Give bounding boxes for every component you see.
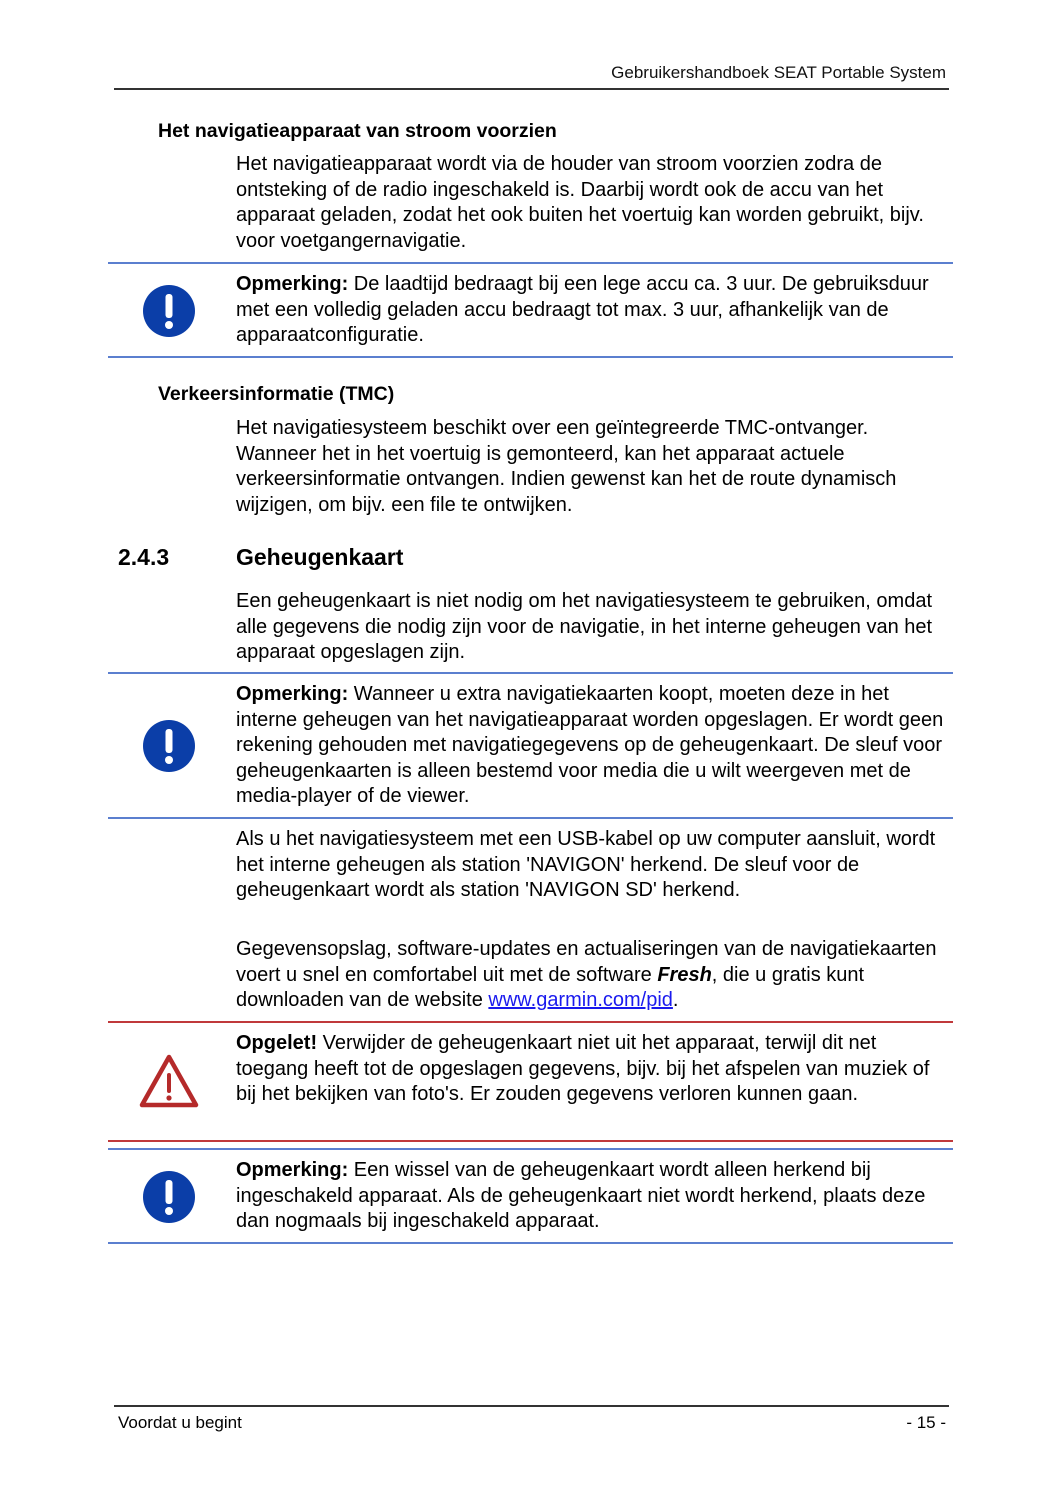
info-exclamation-icon bbox=[141, 1169, 197, 1225]
memory-card-warning bbox=[236, 1031, 951, 1108]
note-text: Een wissel van de geheugenkaart wordt alleen herkend bij ingeschakeld apparaat. Als de geheugenkaart niet wordt herkend, plaats deze dan nogmaals bij ingeschakeld apparaat. bbox=[236, 1159, 926, 1233]
extra-maps-note bbox=[236, 682, 951, 810]
tmc-body: Het navigatiesysteem beschikt over een geïntegreerde TMC-ontvanger. Wanneer het in het voertuig is gemonteerd, kan het apparaat actuele verkeersinformatie ontvangen. Indien gewenst kan het de route dynamisch wijzigen, om bijv. een file te ontwijken. bbox=[236, 417, 897, 516]
note-label: Opmerking: bbox=[236, 273, 349, 295]
section-title: Geheugenkaart bbox=[236, 544, 404, 570]
usb-paragraph bbox=[236, 827, 951, 904]
note-divider-top bbox=[108, 262, 953, 264]
fresh-paragraph bbox=[236, 937, 951, 1014]
info-exclamation-icon bbox=[141, 718, 197, 774]
card-swap-note bbox=[236, 1158, 951, 1235]
note2-divider-bottom bbox=[108, 1242, 953, 1244]
memory-card-intro bbox=[236, 589, 951, 666]
warning-divider-bottom bbox=[108, 1140, 953, 1142]
note-label: Opmerking: bbox=[236, 683, 349, 705]
note1-divider-top bbox=[108, 672, 953, 674]
warning-label: Opgelet! bbox=[236, 1032, 318, 1054]
note-text: Wanneer u extra navigatiekaarten koopt, moeten deze in het interne geheugen van het navigatieapparaat worden opgeslagen. Er wordt geen rekening gehouden met navigatiegegevens op de geheugenkaart. De sleuf voor geheugenkaarten is alleen bestemd voor media die u wilt weergeven met de media-player of de viewer. bbox=[236, 683, 944, 808]
garmin-website-link[interactable]: www.garmin.com/pid bbox=[488, 989, 673, 1012]
fresh-software-name: Fresh bbox=[657, 963, 712, 986]
fresh-text-middle: , die u gratis kunt downloaden van de website bbox=[236, 963, 865, 1012]
tmc-paragraph bbox=[236, 416, 951, 518]
page-number: - 15 - bbox=[906, 1413, 946, 1432]
header-divider bbox=[114, 88, 949, 90]
charging-note bbox=[236, 272, 951, 349]
tmc-heading: Verkeersinformatie (TMC) bbox=[158, 383, 395, 405]
footer-divider bbox=[114, 1405, 949, 1407]
power-heading: Het navigatieapparaat van stroom voorzien bbox=[158, 120, 557, 142]
note1-divider-bottom bbox=[108, 817, 953, 819]
power-paragraph bbox=[236, 152, 951, 254]
fresh-text-after: . bbox=[672, 989, 679, 1012]
note2-divider-top bbox=[108, 1148, 953, 1150]
power-body: Het navigatieapparaat wordt via de houder van stroom voorzien zodra de ontsteking of de radio ingeschakeld is. Daarbij wordt ook de accu van het apparaat geladen, zodat het ook buiten het voertuig kan worden gebruikt, bijv. voor voetgangernavigatie. bbox=[236, 153, 924, 252]
warning-divider-top bbox=[108, 1021, 953, 1023]
note-text: De laadtijd bedraagt bij een lege accu ca. 3 uur. De gebruiksduur met een volledig geladen accu bedraagt tot max. 3 uur, afhankelijk van de apparaatconfiguratie. bbox=[236, 273, 929, 347]
warning-triangle-icon bbox=[139, 1053, 199, 1109]
footer-chapter: Voordat u begint bbox=[118, 1413, 242, 1432]
running-header: Gebruikershandboek SEAT Portable System bbox=[611, 63, 946, 82]
info-exclamation-icon bbox=[141, 283, 197, 339]
intro-body: Een geheugenkaart is niet nodig om het navigatiesysteem te gebruiken, omdat alle gegevens die nodig zijn voor de navigatie, in het interne geheugen van het apparaat opgeslagen zijn. bbox=[236, 590, 933, 664]
usb-body: Als u het navigatiesysteem met een USB-kabel op uw computer aansluit, wordt het interne geheugen als station 'NAVIGON' herkend. De sleuf voor de geheugenkaart wordt als station 'NAVIGON SD' herkend. bbox=[236, 828, 936, 902]
fresh-text-before: Gegevensopslag, software-updates en actualiseringen van de navigatiekaarten voert u snel en comfortabel uit met de software bbox=[236, 938, 937, 986]
note-label: Opmerking: bbox=[236, 1159, 349, 1181]
note-divider-bottom bbox=[108, 356, 953, 358]
warning-text: Verwijder de geheugenkaart niet uit het apparaat, terwijl dit net toegang heeft tot de opgeslagen gegevens, bijv. bij het afspelen van muziek of bij het bekijken van foto's. Er zouden gegevens verloren kunnen gaan. bbox=[236, 1032, 930, 1106]
section-number: 2.4.3 bbox=[118, 544, 170, 570]
